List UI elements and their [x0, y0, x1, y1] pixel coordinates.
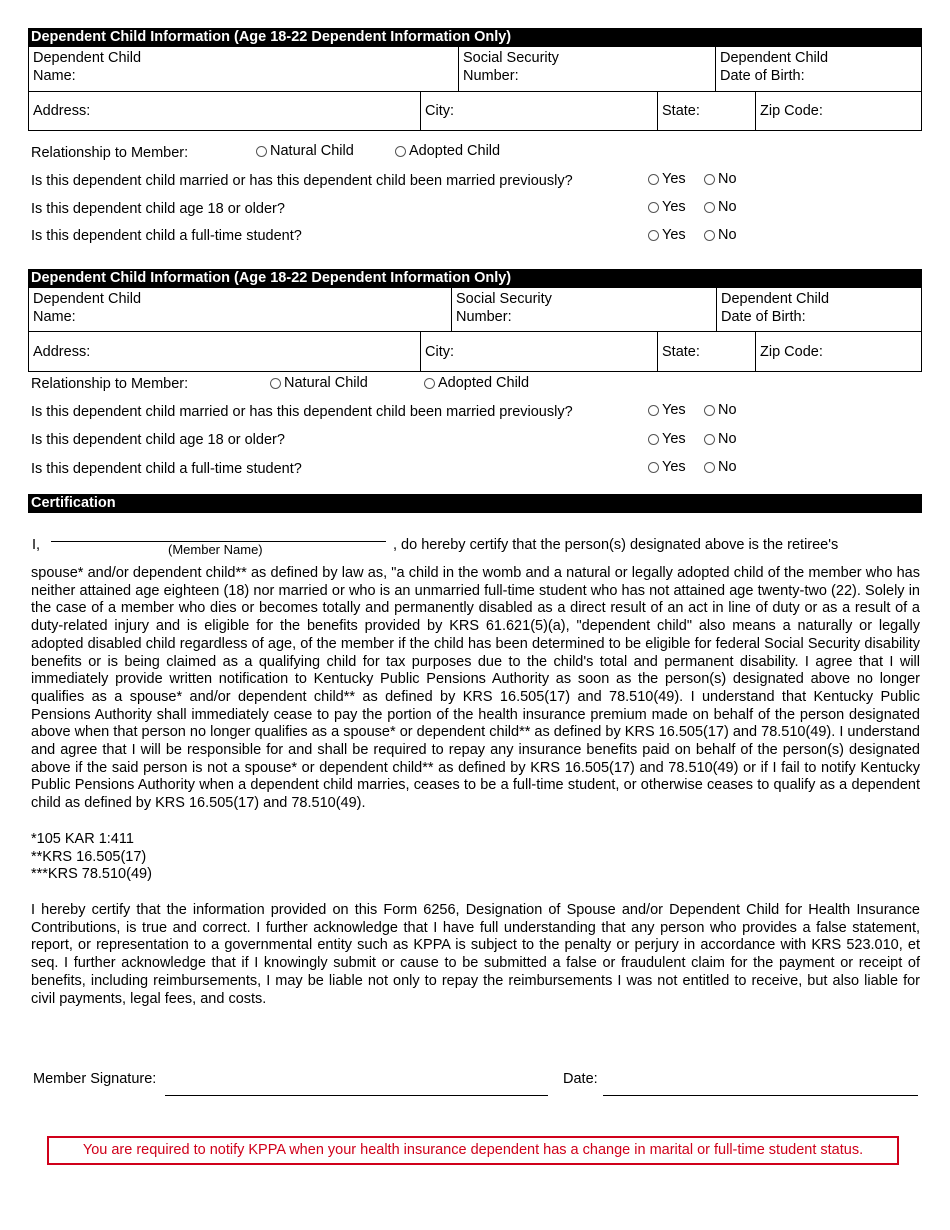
footnote-1: *105 KAR 1:411	[31, 831, 134, 847]
child-1-adopted-radio[interactable]	[395, 143, 500, 159]
married-question: Is this dependent child married or has this dependent child been married previously?	[31, 404, 573, 420]
child-1-natural-radio[interactable]	[256, 143, 354, 159]
child-2-ssn-field[interactable]	[451, 288, 717, 331]
yes-label: Yes	[662, 171, 686, 187]
no-label: No	[718, 227, 737, 243]
certification-header: Certification	[28, 494, 922, 513]
dob-label-line1: Dependent Child	[721, 291, 830, 307]
member-name-caption: (Member Name)	[168, 542, 263, 557]
attestation-paragraph: I hereby certify that the information provided on this Form 6256, Designation of Spouse and/or Dependent Child for Health Insurance Contributions, is true and correct. I further acknowledge that I have full understanding that any person who provides a false statement, report, or representation to a governmental entity such as KPPA is subject to the penalty or perjury in accordance with KRS 523.010, et seq. I further acknowledge that if I knowingly submit or cause to be submitted a false or fraudulent claim for the payment or receipt of benefits, including reimbursements, I may be liable not only to repay the reimbursements I was not entitled to receive, but also liable for civil payments, legal fees, and costs.	[31, 902, 920, 1007]
radio-icon[interactable]	[648, 405, 659, 416]
radio-icon[interactable]	[704, 405, 715, 416]
certify-lead: , do hereby certify that the person(s) designated above is the retiree's	[393, 537, 839, 553]
yes-label: Yes	[662, 227, 686, 243]
no-label: No	[718, 431, 737, 447]
age-question: Is this dependent child age 18 or older?	[31, 201, 285, 217]
ssn-label-line1: Social Security	[463, 50, 559, 66]
name-label-line2: Name:	[33, 68, 76, 84]
name-label-line1: Dependent Child	[33, 291, 142, 307]
child-1-state-field[interactable]	[657, 92, 756, 130]
child-2-student-no[interactable]	[704, 459, 737, 475]
footnote-3: ***KRS 78.510(49)	[31, 866, 152, 882]
state-label: State:	[662, 343, 700, 360]
certification-paragraph: spouse* and/or dependent child** as defined by law as, "a child in the womb and a natural or legally adopted child of the member who has neither attained age eighteen (18) nor married or who is an unmarried full-time student who has not attained age twenty-two (22). Solely in the case of a member who dies or becomes totally and permanently disabled as a direct result of an act in line of duty or as a result of a duty-related injury and is eligible for the benefits provided by KRS 61.621(5)(a), "dependent child" also means a naturally or legally adopted disabled child regardless of age, of the member if the child has been determined to be eligible for federal Social Security disability benefits or is being claimed as a qualifying child for tax purposes due to the child's total and permanent disability. I agree that I will immediately provide written notification to Kentucky Public Pensions Authority as soon as the person(s) designated above no longer qualifies as a spouse* and/or dependent child** as defined by KRS 16.505(17) and 78.510(49). I understand that Kentucky Public Pensions Authority shall immediately cease to pay the portion of the health insurance premium made on behalf of the person designated above when that person no longer qualifies as a spouse* or dependent child** as defined by KRS 16.505(17) and 78.510(49). I understand and agree that I will be responsible for and shall be required to repay any insurance benefits paid on behalf of the person(s) designated above if the said person is not a spouse* or dependent child** as defined by KRS 16.505(17) and 78.510(49) or if I fail to notify Kentucky Public Pensions Authority when a dependent child marries, ceases to be a full-time student, or otherwise ceases to qualify as a dependent child as defined by KRS 16.505(17) and 78.510(49).	[31, 565, 920, 812]
radio-icon[interactable]	[704, 462, 715, 473]
child-2-age-yes[interactable]	[648, 431, 686, 447]
married-question: Is this dependent child married or has this dependent child been married previously?	[31, 173, 573, 189]
student-question: Is this dependent child a full-time student?	[31, 461, 302, 477]
radio-icon[interactable]	[648, 174, 659, 185]
section-2-header: Dependent Child Information (Age 18-22 Dependent Information Only)	[28, 269, 922, 288]
yes-label: Yes	[662, 431, 686, 447]
child-2-natural-radio[interactable]	[270, 375, 368, 391]
child-2-married-no[interactable]	[704, 402, 737, 418]
child-2-adopted-radio[interactable]	[424, 375, 529, 391]
yes-label: Yes	[662, 199, 686, 215]
child-2-name-field[interactable]	[29, 288, 452, 331]
radio-icon[interactable]	[424, 378, 435, 389]
no-label: No	[718, 171, 737, 187]
certify-i: I,	[32, 537, 41, 553]
section-1-header: Dependent Child Information (Age 18-22 Dependent Information Only)	[28, 28, 922, 47]
ssn-label-line2: Number:	[456, 309, 512, 325]
name-label-line1: Dependent Child	[33, 50, 142, 66]
relationship-label: Relationship to Member:	[31, 376, 189, 392]
radio-icon[interactable]	[648, 434, 659, 445]
child-1-married-no[interactable]	[704, 171, 737, 187]
child-1-city-field[interactable]	[420, 92, 658, 130]
child-1-dob-field[interactable]	[715, 47, 921, 91]
radio-icon[interactable]	[648, 230, 659, 241]
radio-icon[interactable]	[270, 378, 281, 389]
child-2-address-field[interactable]	[29, 332, 421, 371]
radio-icon[interactable]	[648, 202, 659, 213]
notice-box: You are required to notify KPPA when your health insurance dependent has a change in marital or full-time student status.	[47, 1136, 899, 1165]
child-2-state-field[interactable]	[657, 332, 756, 371]
radio-icon[interactable]	[704, 230, 715, 241]
name-label-line2: Name:	[33, 309, 76, 325]
radio-icon[interactable]	[395, 146, 406, 157]
relationship-label: Relationship to Member:	[31, 145, 189, 161]
natural-label: Natural Child	[284, 375, 368, 391]
dob-label-line2: Date of Birth:	[721, 309, 806, 325]
student-question: Is this dependent child a full-time student?	[31, 228, 302, 244]
yes-label: Yes	[662, 459, 686, 475]
child-2-student-yes[interactable]	[648, 459, 686, 475]
dob-label-line2: Date of Birth:	[720, 68, 805, 84]
ssn-label-line2: Number:	[463, 68, 519, 84]
no-label: No	[718, 459, 737, 475]
child-1-address-field[interactable]	[29, 92, 421, 130]
child-1-name-field[interactable]	[29, 47, 459, 91]
age-question: Is this dependent child age 18 or older?	[31, 432, 285, 448]
radio-icon[interactable]	[704, 434, 715, 445]
child-2-city-field[interactable]	[420, 332, 658, 371]
section-1-grid	[28, 47, 922, 131]
section-2-grid	[28, 288, 922, 372]
child-2-zip-field[interactable]	[755, 332, 921, 371]
address-label: Address:	[33, 343, 91, 360]
signature-label: Member Signature:	[33, 1071, 157, 1087]
child-2-age-no[interactable]	[704, 431, 737, 447]
state-label: State:	[662, 103, 700, 119]
radio-icon[interactable]	[704, 174, 715, 185]
zip-label: Zip Code:	[760, 103, 823, 119]
yes-label: Yes	[662, 402, 686, 418]
child-1-student-yes[interactable]	[648, 227, 686, 243]
child-2-married-yes[interactable]	[648, 402, 686, 418]
child-1-ssn-field[interactable]	[458, 47, 716, 91]
footnote-2: **KRS 16.505(17)	[31, 849, 147, 865]
child-1-age-yes[interactable]	[648, 199, 686, 215]
child-1-zip-field[interactable]	[755, 92, 921, 130]
natural-label: Natural Child	[270, 143, 354, 159]
radio-icon[interactable]	[256, 146, 267, 157]
signature-line[interactable]	[165, 1095, 548, 1096]
city-label: City:	[425, 103, 454, 119]
ssn-label-line1: Social Security	[456, 291, 552, 307]
date-label: Date:	[563, 1071, 598, 1087]
dob-label-line1: Dependent Child	[720, 50, 829, 66]
city-label: City:	[425, 343, 454, 360]
child-1-student-no[interactable]	[704, 227, 737, 243]
zip-label: Zip Code:	[760, 343, 823, 360]
adopted-label: Adopted Child	[438, 375, 530, 391]
child-1-age-no[interactable]	[704, 199, 737, 215]
no-label: No	[718, 199, 737, 215]
radio-icon[interactable]	[648, 462, 659, 473]
child-1-married-yes[interactable]	[648, 171, 686, 187]
child-2-dob-field[interactable]	[716, 288, 921, 331]
date-line[interactable]	[603, 1095, 918, 1096]
no-label: No	[718, 402, 737, 418]
adopted-label: Adopted Child	[409, 143, 501, 159]
address-label: Address:	[33, 103, 91, 119]
radio-icon[interactable]	[704, 202, 715, 213]
